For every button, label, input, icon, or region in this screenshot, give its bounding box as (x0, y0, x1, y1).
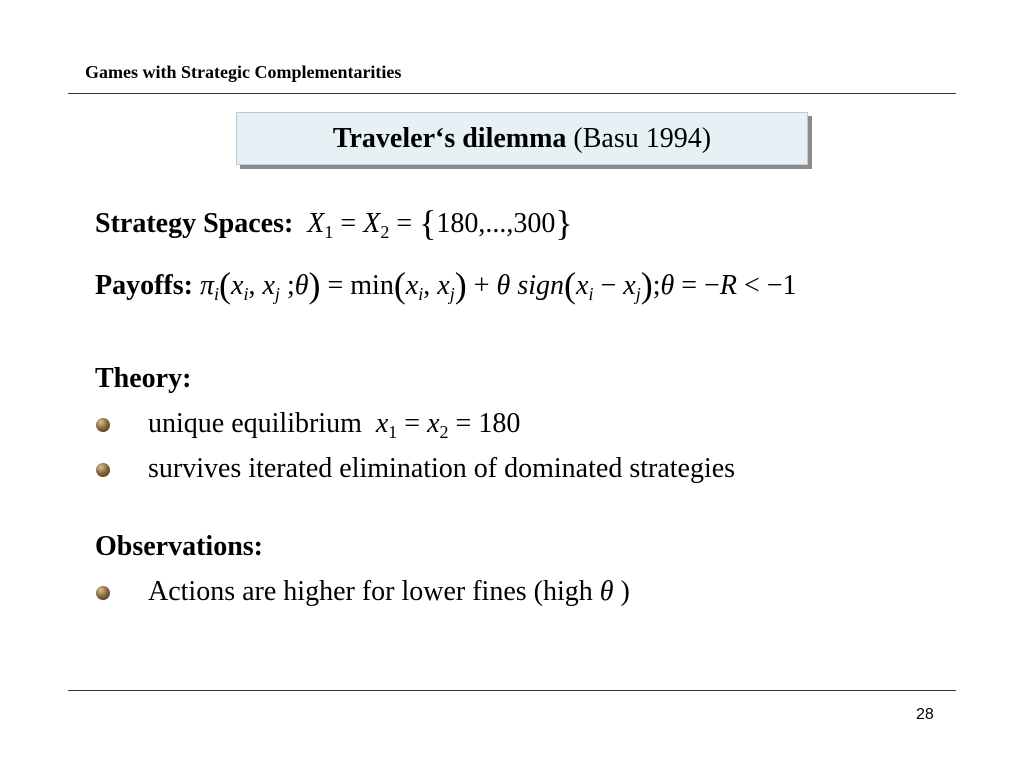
payoffs-label: Payoffs: (95, 270, 193, 301)
theory-bullet-1-text: unique equilibrium (148, 408, 362, 439)
strategy-spaces-line (95, 203, 573, 243)
payoffs-line (95, 265, 797, 305)
strategy-spaces-formula: $X_1 = X_2 = \{180,...,300\}$ (307, 203, 573, 243)
page-number: 28 (916, 706, 934, 723)
payoff-bound: 1 (782, 270, 797, 301)
sign-operator: sign (517, 270, 564, 301)
footer-divider (68, 690, 956, 691)
observations-heading: Observations: (95, 531, 263, 562)
bullet-icon (96, 586, 110, 600)
header-divider (68, 93, 956, 94)
equilibrium-formula: $x_1 = x_2 = 180$ (375, 408, 521, 442)
payoff-R: R (719, 270, 737, 301)
observations-bullet-1-text: Actions are higher for lower fines (high (148, 576, 593, 607)
slide-title-citation: (Basu 1994) (573, 122, 712, 154)
observations-bullet-1-suffix: ) (620, 576, 630, 607)
payoffs-formula: $\pi_i(x_i$, $x_j$ ;θ) = $\min(x_i$, $x_j) + \theta$ $sign(x_i$ − $x_j);\theta = -R < -1$ (199, 265, 797, 305)
slide-header-title: Games with Strategic Complementarities (85, 62, 402, 82)
slide-title-box (236, 112, 808, 165)
theory-bullet-2-text: survives iterated elimination of dominated strategies (148, 453, 736, 484)
bullet-icon (96, 418, 110, 432)
strategy-spaces-label: Strategy Spaces: (95, 208, 294, 239)
equilibrium-value: 180 (478, 408, 521, 439)
strategy-set-values: 180,...,300 (436, 208, 556, 239)
bullet-icon (96, 463, 110, 477)
slide-title-bold: Traveler‘s dilemma (332, 122, 567, 154)
min-operator: min (350, 270, 394, 301)
theory-heading: Theory: (95, 363, 192, 394)
